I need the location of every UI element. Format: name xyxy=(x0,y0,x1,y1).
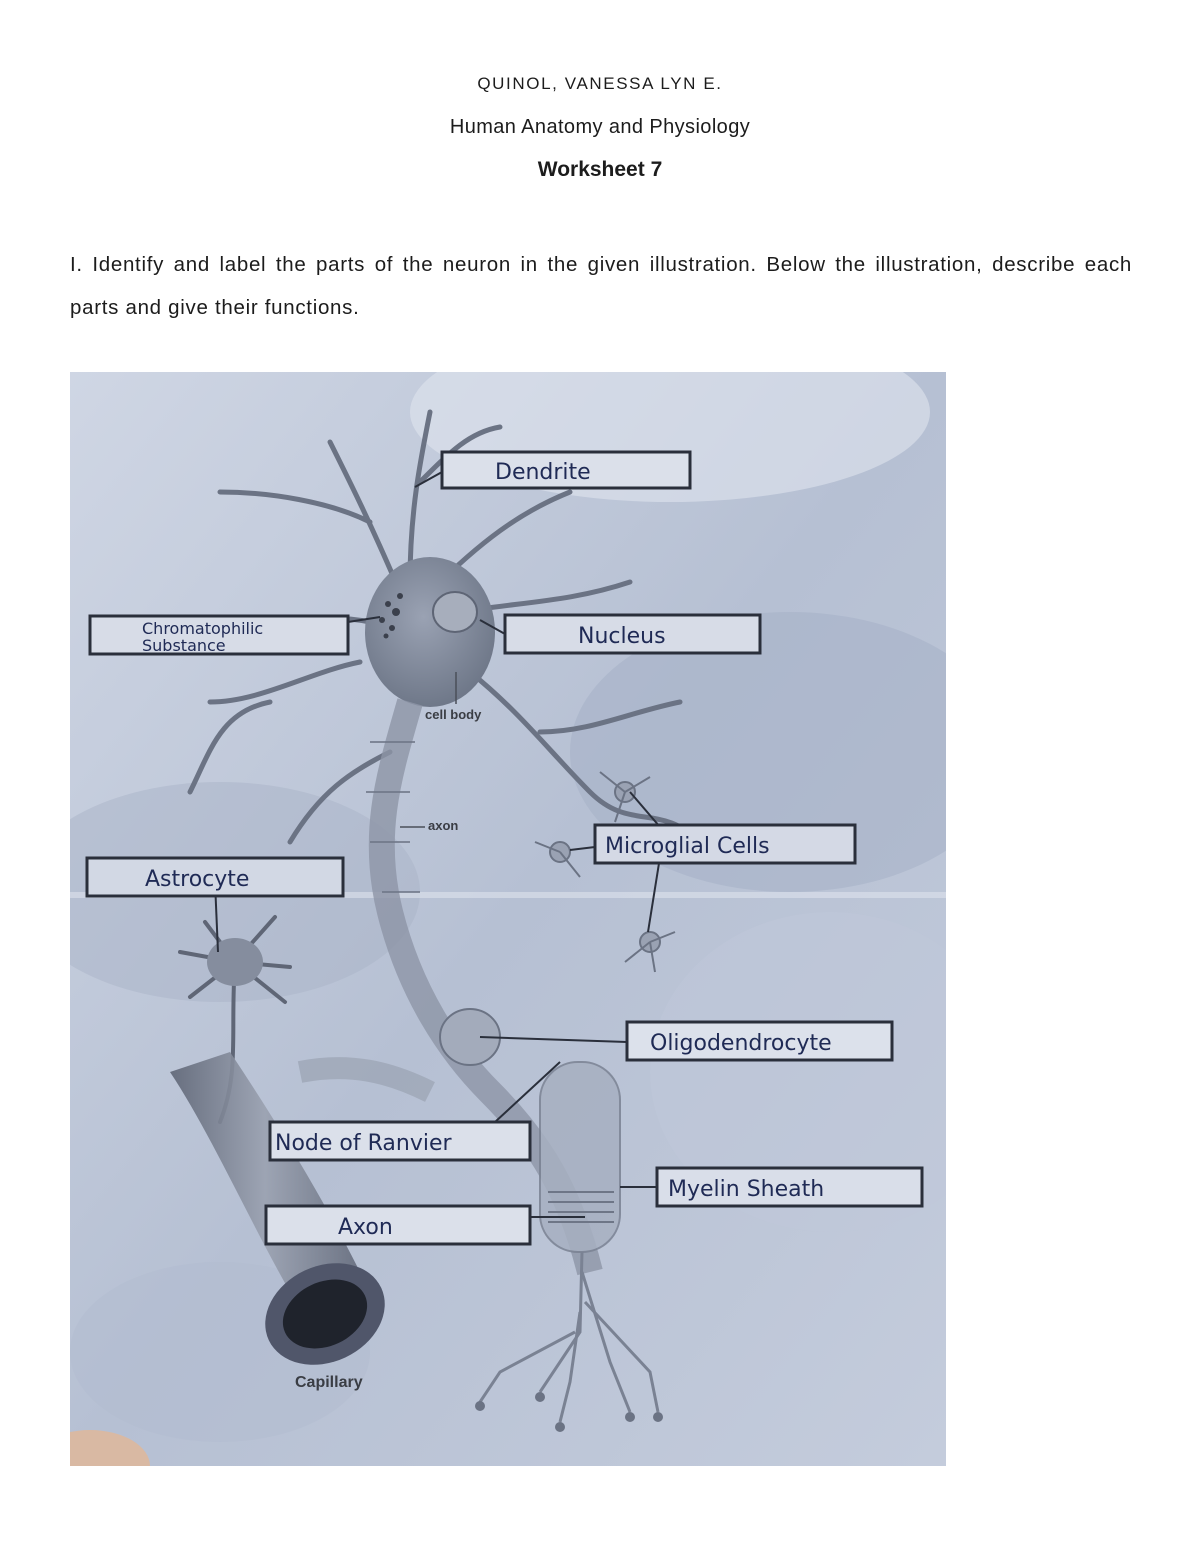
label-box-nucleus xyxy=(505,615,760,653)
svg-text:Oligodendrocyte: Oligodendrocyte xyxy=(650,1031,832,1056)
label-box-astrocyte xyxy=(87,858,343,896)
label-box-myelin-sheath xyxy=(657,1168,922,1206)
label-box-oligodendrocyte xyxy=(627,1022,892,1060)
cell-body xyxy=(365,557,495,707)
course-title: Human Anatomy and Physiology xyxy=(449,116,751,138)
nucleus-shape xyxy=(433,592,477,632)
svg-text:Astrocyte: Astrocyte xyxy=(145,867,250,892)
label-box-dendrite xyxy=(442,452,690,488)
myelin-sheath-shape xyxy=(540,1062,620,1252)
printed-label-axon: axon xyxy=(428,818,459,833)
label-box-chromatophilic-substance xyxy=(90,616,348,655)
label-box-node-of-ranvier xyxy=(270,1122,530,1160)
svg-text:Microglial Cells: Microglial Cells xyxy=(605,834,770,859)
svg-text:Dendrite: Dendrite xyxy=(495,460,591,485)
svg-text:Chromatophilic: Chromatophilic xyxy=(142,619,264,638)
svg-text:Myelin Sheath: Myelin Sheath xyxy=(668,1177,825,1202)
instructions: I. Identify and label the parts of the neuron in the given illustration. Below the illustration, describe each parts and give their functions. xyxy=(70,253,1132,319)
neuron-illustration-photo xyxy=(70,372,946,1466)
label-box-microglial-cells xyxy=(595,825,855,863)
label-box-axon xyxy=(266,1206,530,1244)
svg-text:Axon: Axon xyxy=(338,1215,393,1240)
svg-text:Node of Ranvier: Node of Ranvier xyxy=(275,1131,452,1156)
svg-text:Substance: Substance xyxy=(142,636,226,655)
worksheet-title: Worksheet 7 xyxy=(537,158,663,181)
svg-text:Nucleus: Nucleus xyxy=(578,624,666,649)
printed-label-cell-body: cell body xyxy=(425,707,482,722)
printed-label-capillary: Capillary xyxy=(295,1374,363,1391)
author-name: QUINOL, VANESSA LYN E. xyxy=(477,74,723,93)
